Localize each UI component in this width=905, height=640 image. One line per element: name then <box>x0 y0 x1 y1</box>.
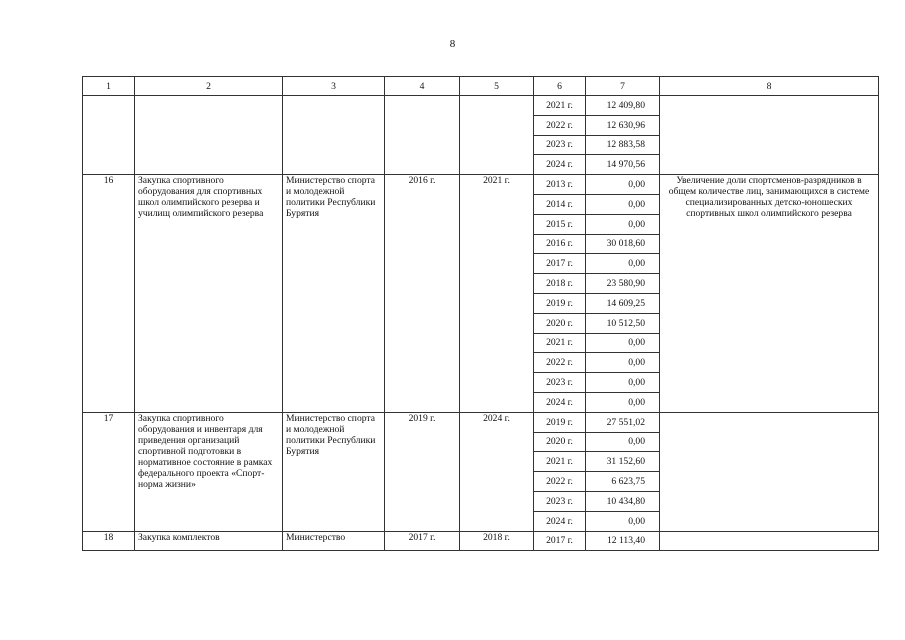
item-result-cell <box>660 96 879 175</box>
item-name-cell: Закупка спортивного оборудования и инвентаря для приведения организаций спортивной подготовки в нормативное состояние в рамках федерального проекта «Спорт- норма жизни» <box>135 412 283 531</box>
amount-cell: 0,00 <box>586 254 660 274</box>
header-cell: 4 <box>385 77 460 96</box>
year-cell: 2019 г. <box>534 412 586 432</box>
amount-cell: 27 551,02 <box>586 412 660 432</box>
header-cell: 1 <box>83 77 135 96</box>
header-cell: 7 <box>586 77 660 96</box>
year-cell: 2018 г. <box>534 274 586 294</box>
item-executor-cell: Министерство спорта и молодежной политики Республики Бурятия <box>283 175 385 413</box>
year-cell: 2020 г. <box>534 313 586 333</box>
table-row <box>83 412 879 432</box>
amount-cell: 30 018,60 <box>586 234 660 254</box>
year-cell: 2017 г. <box>534 531 586 551</box>
item-start-cell: 2019 г. <box>385 412 460 531</box>
year-cell: 2017 г. <box>534 254 586 274</box>
item-executor-cell: Министерство спорта и молодежной политики Республики Бурятия <box>283 412 385 531</box>
table-row <box>83 96 879 116</box>
amount-cell: 12 113,40 <box>586 531 660 551</box>
header-cell: 8 <box>660 77 879 96</box>
year-cell: 2023 г. <box>534 135 586 155</box>
year-cell: 2014 г. <box>534 194 586 214</box>
amount-cell: 0,00 <box>586 353 660 373</box>
program-table <box>82 76 879 551</box>
item-start-cell <box>385 96 460 175</box>
amount-cell: 12 409,80 <box>586 96 660 116</box>
amount-cell: 0,00 <box>586 194 660 214</box>
header-cell: 6 <box>534 77 586 96</box>
header-cell: 2 <box>135 77 283 96</box>
year-cell: 2016 г. <box>534 234 586 254</box>
page-number: 8 <box>449 38 456 50</box>
amount-cell: 14 970,56 <box>586 155 660 175</box>
amount-cell: 0,00 <box>586 373 660 393</box>
year-cell: 2019 г. <box>534 293 586 313</box>
year-cell: 2024 г. <box>534 155 586 175</box>
amount-cell: 0,00 <box>586 175 660 195</box>
item-result-cell <box>660 412 879 531</box>
item-end-cell: 2024 г. <box>460 412 534 531</box>
amount-cell: 12 883,58 <box>586 135 660 155</box>
year-cell: 2022 г. <box>534 115 586 135</box>
amount-cell: 10 512,50 <box>586 313 660 333</box>
item-number-cell: 16 <box>83 175 135 413</box>
amount-cell: 0,00 <box>586 392 660 412</box>
amount-cell: 10 434,80 <box>586 491 660 511</box>
year-cell: 2021 г. <box>534 333 586 353</box>
year-cell: 2013 г. <box>534 175 586 195</box>
year-cell: 2015 г. <box>534 214 586 234</box>
table-row <box>83 531 879 551</box>
item-end-cell <box>460 96 534 175</box>
item-executor-cell <box>283 96 385 175</box>
item-end-cell: 2018 г. <box>460 531 534 551</box>
item-name-cell: Закупка комплектов <box>135 531 283 551</box>
year-cell: 2024 г. <box>534 511 586 531</box>
item-start-cell: 2017 г. <box>385 531 460 551</box>
year-cell: 2023 г. <box>534 373 586 393</box>
amount-cell: 31 152,60 <box>586 452 660 472</box>
item-start-cell: 2016 г. <box>385 175 460 413</box>
item-result-cell <box>660 531 879 551</box>
item-number-cell: 18 <box>83 531 135 551</box>
item-number-cell <box>83 96 135 175</box>
header-cell: 5 <box>460 77 534 96</box>
amount-cell: 0,00 <box>586 511 660 531</box>
amount-cell: 6 623,75 <box>586 472 660 492</box>
year-cell: 2024 г. <box>534 392 586 412</box>
header-row <box>83 77 879 96</box>
table-row <box>83 175 879 195</box>
amount-cell: 0,00 <box>586 432 660 452</box>
amount-cell: 0,00 <box>586 333 660 353</box>
year-cell: 2020 г. <box>534 432 586 452</box>
item-name-cell: Закупка спортивного оборудования для спортивных школ олимпийского резерва и училищ олимпийского резерва <box>135 175 283 413</box>
amount-cell: 12 630,96 <box>586 115 660 135</box>
year-cell: 2021 г. <box>534 96 586 116</box>
amount-cell: 23 580,90 <box>586 274 660 294</box>
year-cell: 2023 г. <box>534 491 586 511</box>
amount-cell: 14 609,25 <box>586 293 660 313</box>
item-executor-cell: Министерство <box>283 531 385 551</box>
item-end-cell: 2021 г. <box>460 175 534 413</box>
year-cell: 2021 г. <box>534 452 586 472</box>
item-name-cell <box>135 96 283 175</box>
year-cell: 2022 г. <box>534 472 586 492</box>
item-number-cell: 17 <box>83 412 135 531</box>
year-cell: 2022 г. <box>534 353 586 373</box>
amount-cell: 0,00 <box>586 214 660 234</box>
header-cell: 3 <box>283 77 385 96</box>
item-result-cell: Увеличение доли спортсменов-разрядников в общем количестве лиц, занимающихся в системе специализированных детско-юношеских спортивных школ олимпийского резерва <box>660 175 879 413</box>
